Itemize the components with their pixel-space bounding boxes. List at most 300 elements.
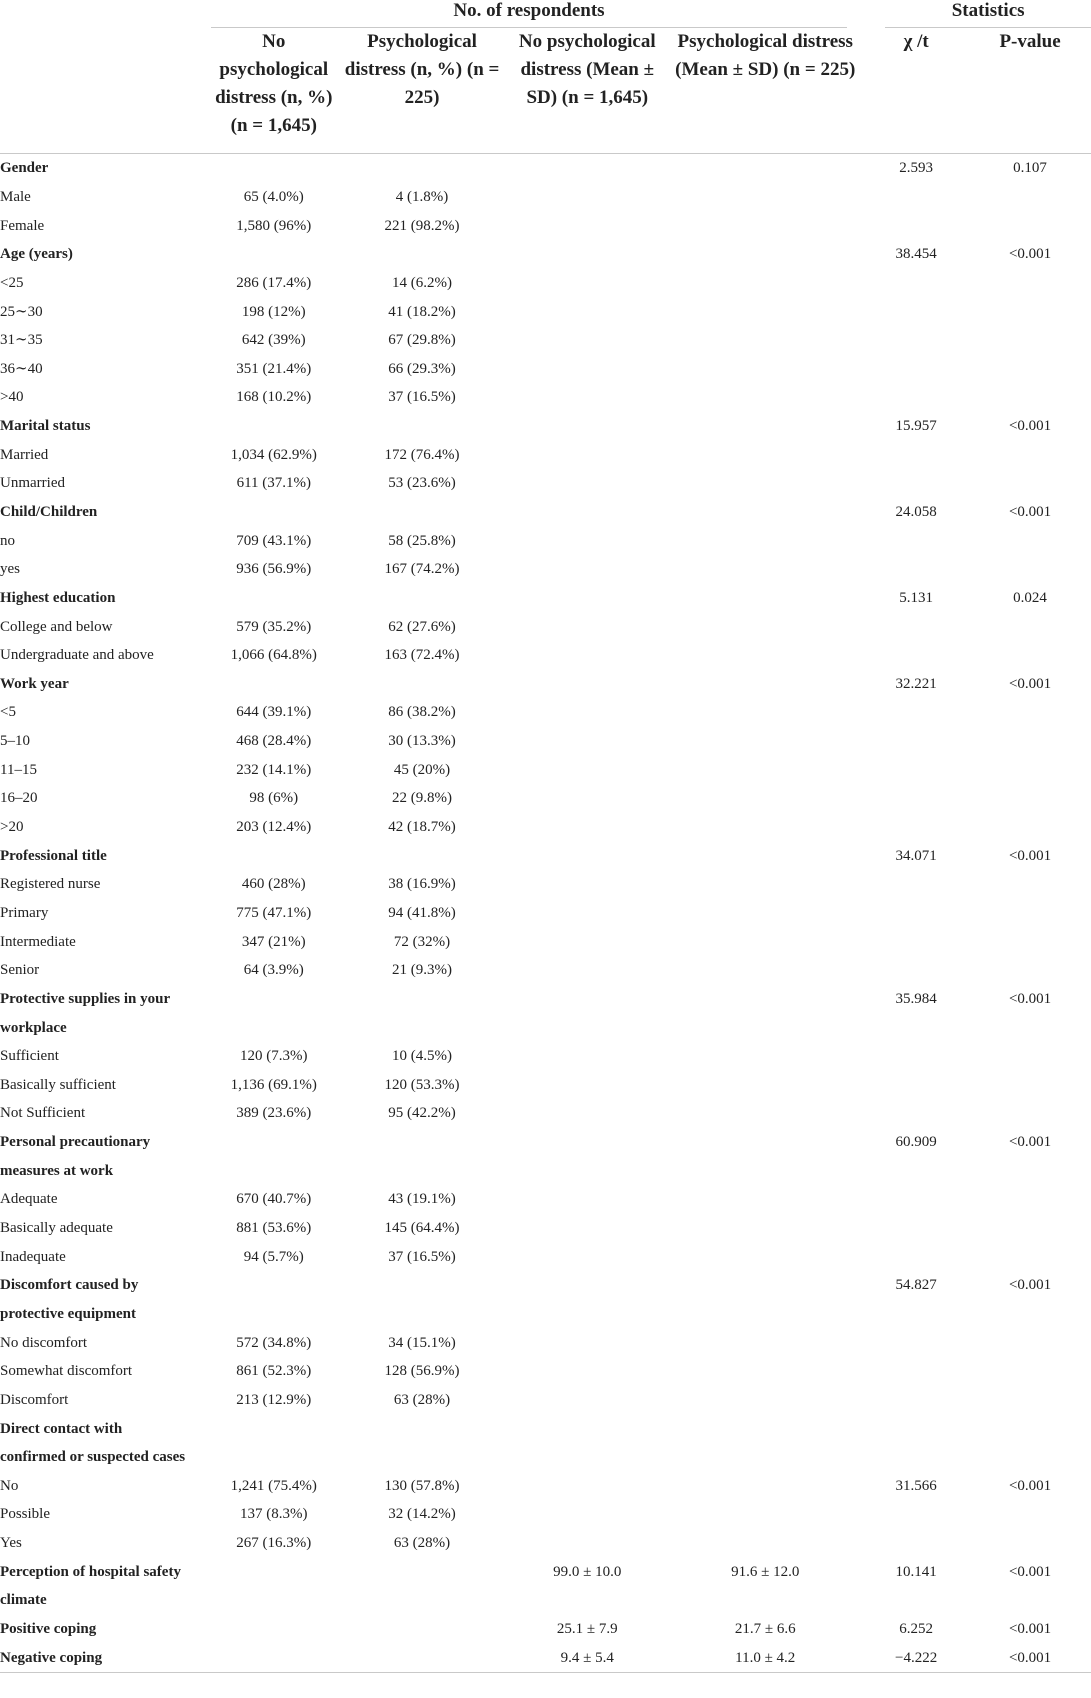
cell-p-value [969, 354, 1091, 383]
cell-no-distress-n: 936 (56.9%) [236, 561, 312, 578]
cell-distress-n: 22 (9.8%) [392, 790, 453, 807]
row-label: Protective supplies in your [0, 990, 171, 1007]
cell-statistic [863, 612, 969, 641]
cell-distress-n: 63 (28%) [393, 1391, 451, 1408]
cell-no-distress-n: 198 (12%) [241, 303, 306, 320]
category-row [0, 584, 1091, 613]
cell-no-distress-mean [507, 383, 667, 412]
table-row [0, 870, 1091, 899]
table-row [0, 1071, 1091, 1100]
cell-distress-mean [667, 1185, 863, 1214]
cell-p-value [969, 1042, 1091, 1071]
cell-distress-n: 37 (16.5%) [388, 1248, 456, 1265]
cell-no-distress-mean [507, 297, 667, 326]
cell-statistic: −4.222 [863, 1643, 969, 1672]
cell-distress-mean [667, 956, 863, 985]
cell-no-distress-n [211, 1271, 337, 1300]
table-row [0, 1042, 1091, 1071]
cell-p-value [969, 899, 1091, 928]
cell-no-distress-n: 203 (12.4%) [236, 819, 312, 836]
row-label: No [0, 1477, 19, 1494]
cell-distress-mean [667, 354, 863, 383]
row-label: 11–15 [0, 761, 37, 778]
cell-distress-mean [667, 899, 863, 928]
row-label: >40 [0, 389, 24, 406]
cell-distress-mean [667, 440, 863, 469]
cell-distress-n [337, 841, 508, 870]
cell-statistic: 34.071 [895, 847, 937, 864]
cell-no-distress-mean [507, 584, 667, 613]
category-row [0, 670, 1091, 699]
cell-p-value [969, 526, 1091, 555]
cell-no-distress-n: 64 (3.9%) [243, 962, 304, 979]
cell-statistic [863, 755, 969, 784]
cell-distress-mean [667, 698, 863, 727]
cell-p-value [969, 927, 1091, 956]
cell-p-value [969, 1156, 1091, 1185]
table-row [0, 326, 1091, 355]
cell-p-value: <0.001 [1008, 675, 1052, 692]
table-row [0, 899, 1091, 928]
cell-distress-n: 53 (23.6%) [388, 475, 456, 492]
cell-distress-mean [667, 555, 863, 584]
table-row [0, 1185, 1091, 1214]
cell-p-value [969, 211, 1091, 240]
cell-no-distress-mean [507, 698, 667, 727]
cell-no-distress-n [211, 412, 337, 441]
group-header-row [0, 0, 1091, 28]
cell-statistic [863, 1013, 969, 1042]
cell-p-value: <0.001 [1008, 847, 1052, 864]
cell-distress-mean [667, 1214, 863, 1243]
category-row [0, 985, 1091, 1014]
cell-p-value: <0.001 [1008, 418, 1052, 435]
cell-no-distress-mean [507, 1128, 667, 1157]
cell-distress-n: 94 (41.8%) [388, 904, 456, 921]
cell-no-distress-mean [507, 1386, 667, 1415]
cell-no-distress-mean [507, 1156, 667, 1185]
cell-distress-mean [667, 154, 863, 183]
cell-no-distress-n: 709 (43.1%) [236, 532, 312, 549]
cell-no-distress-n [211, 1586, 337, 1615]
row-label: Primary [0, 904, 49, 921]
row-label: Intermediate [0, 933, 76, 950]
cell-no-distress-n [211, 1300, 337, 1329]
table-row [0, 1357, 1091, 1386]
cell-statistic [863, 1357, 969, 1386]
cell-distress-n: 72 (32%) [393, 933, 451, 950]
row-label: Sufficient [0, 1048, 59, 1065]
cell-no-distress-mean [507, 1328, 667, 1357]
cell-no-distress-mean [507, 412, 667, 441]
cell-statistic [863, 956, 969, 985]
cell-no-distress-mean: 99.0 ± 10.0 [553, 1563, 622, 1580]
cell-p-value [969, 698, 1091, 727]
cell-statistic [863, 297, 969, 326]
cell-no-distress-mean [507, 1443, 667, 1472]
table-row [0, 1471, 1091, 1500]
cell-distress-mean: 11.0 ± 4.2 [667, 1643, 863, 1672]
cell-distress-mean [667, 412, 863, 441]
table-row [0, 297, 1091, 326]
column-header-label [0, 28, 211, 154]
cell-no-distress-n [211, 1443, 337, 1472]
cell-no-distress-n: 1,066 (64.8%) [230, 647, 317, 664]
cell-no-distress-mean [507, 1271, 667, 1300]
cell-no-distress-n [211, 1013, 337, 1042]
cell-distress-n: 167 (74.2%) [384, 561, 460, 578]
cell-no-distress-mean [507, 1414, 667, 1443]
cell-no-distress-mean [507, 555, 667, 584]
table-row [0, 641, 1091, 670]
cell-distress-n [337, 1128, 508, 1157]
cell-no-distress-n [211, 1615, 337, 1644]
cell-p-value [969, 1328, 1091, 1357]
cell-p-value [969, 1099, 1091, 1128]
cell-distress-n [337, 1271, 508, 1300]
cell-no-distress-mean [507, 727, 667, 756]
category-row [0, 1156, 1091, 1185]
cell-no-distress-n: 1,034 (62.9%) [230, 446, 317, 463]
cell-no-distress-n: 460 (28%) [241, 876, 306, 893]
cell-statistic [863, 784, 969, 813]
cell-p-value [969, 269, 1091, 298]
cell-distress-mean [667, 1586, 863, 1615]
cell-p-value [969, 641, 1091, 670]
row-label: Positive coping [0, 1620, 97, 1637]
cell-p-value: <0.001 [1008, 1134, 1052, 1151]
cell-distress-mean: 91.6 ± 12.0 [731, 1563, 800, 1580]
cell-no-distress-n: 1,580 (96%) [236, 217, 312, 234]
cell-distress-n [337, 154, 508, 183]
cell-no-distress-n: 286 (17.4%) [236, 274, 312, 291]
cell-statistic [863, 1185, 969, 1214]
cell-no-distress-n [211, 985, 337, 1014]
cell-no-distress-mean [507, 154, 667, 183]
table-row [0, 927, 1091, 956]
cell-statistic [863, 1586, 969, 1615]
cell-p-value [969, 469, 1091, 498]
cell-p-value [969, 297, 1091, 326]
column-header-no-distress-n: No psychological distress (n, %) (n = 1,645) [211, 28, 337, 154]
cell-no-distress-n [211, 1156, 337, 1185]
cell-statistic: 54.827 [895, 1277, 937, 1294]
cell-no-distress-n: 775 (47.1%) [236, 904, 312, 921]
cell-no-distress-n [211, 154, 337, 183]
row-label: <5 [0, 704, 16, 721]
cell-no-distress-mean [507, 354, 667, 383]
table-row [0, 354, 1091, 383]
cell-p-value [969, 755, 1091, 784]
cell-statistic: 5.131 [899, 589, 934, 606]
cell-p-value [969, 956, 1091, 985]
cell-statistic [863, 899, 969, 928]
cell-statistic: 2.593 [899, 160, 934, 177]
cell-statistic [863, 326, 969, 355]
cell-no-distress-mean [507, 240, 667, 269]
table-row [0, 1328, 1091, 1357]
cell-distress-mean [667, 1128, 863, 1157]
cell-no-distress-n: 168 (10.2%) [236, 389, 312, 406]
row-label: 36∼40 [0, 360, 43, 377]
cell-no-distress-mean [507, 641, 667, 670]
column-header-row [0, 28, 1091, 154]
cell-distress-n: 10 (4.5%) [392, 1048, 453, 1065]
cell-distress-n: 95 (42.2%) [388, 1105, 456, 1122]
cell-statistic [863, 1214, 969, 1243]
cell-distress-n [337, 1414, 508, 1443]
category-row [0, 1615, 1091, 1644]
cell-distress-mean: 21.7 ± 6.6 [734, 1620, 796, 1637]
row-label: Age (years) [0, 246, 73, 263]
cell-statistic [863, 183, 969, 212]
row-label: no [0, 532, 15, 549]
cell-no-distress-n: 65 (4.0%) [243, 188, 304, 205]
category-row [0, 1128, 1091, 1157]
row-label: 16–20 [0, 790, 38, 807]
table-row [0, 727, 1091, 756]
cell-statistic [863, 927, 969, 956]
cell-distress-n [337, 670, 508, 699]
cell-statistic [863, 1500, 969, 1529]
cell-distress-n: 4 (1.8%) [395, 188, 449, 205]
cell-distress-mean [667, 1271, 863, 1300]
cell-distress-n [337, 1586, 508, 1615]
cell-no-distress-n: 644 (39.1%) [236, 704, 312, 721]
cell-no-distress-n: 94 (5.7%) [243, 1248, 304, 1265]
cell-no-distress-mean [507, 1357, 667, 1386]
cell-no-distress-n: 213 (12.9%) [236, 1391, 312, 1408]
cell-distress-n [337, 1615, 508, 1644]
cell-distress-mean [667, 841, 863, 870]
table-row [0, 813, 1091, 842]
cell-statistic [863, 269, 969, 298]
cell-distress-n: 43 (19.1%) [388, 1191, 456, 1208]
cell-p-value [969, 383, 1091, 412]
row-label: yes [0, 561, 20, 578]
cell-no-distress-mean [507, 183, 667, 212]
row-label: Highest education [0, 589, 116, 606]
cell-p-value [969, 1443, 1091, 1472]
column-header-distress-mean: Psychological distress (Mean ± SD) (n = 225) [667, 28, 863, 154]
cell-distress-n: 63 (28%) [393, 1535, 451, 1552]
group-header-respondents-label: No. of respondents [211, 0, 847, 28]
cell-p-value [969, 1586, 1091, 1615]
group-header-statistics-label: Statistics [885, 0, 1091, 28]
cell-distress-mean [667, 498, 863, 527]
cell-no-distress-mean [507, 1242, 667, 1271]
table-row [0, 612, 1091, 641]
cell-statistic [863, 641, 969, 670]
cell-p-value [969, 612, 1091, 641]
cell-no-distress-n: 351 (21.4%) [236, 360, 312, 377]
row-label: >20 [0, 819, 24, 836]
cell-no-distress-mean [507, 1500, 667, 1529]
cell-statistic [863, 1300, 969, 1329]
row-label: Professional title [0, 847, 107, 864]
cell-distress-n: 42 (18.7%) [388, 819, 456, 836]
cell-distress-mean [667, 755, 863, 784]
cell-statistic: 15.957 [895, 418, 937, 435]
cell-distress-n [337, 240, 508, 269]
column-header-no-distress-mean: No psychological distress (Mean ± SD) (n = 1,645) [507, 28, 667, 154]
cell-distress-n: 34 (15.1%) [388, 1334, 456, 1351]
table-row [0, 555, 1091, 584]
cell-no-distress-mean [507, 927, 667, 956]
cell-p-value [969, 1300, 1091, 1329]
table-row [0, 1500, 1091, 1529]
row-label: Direct contact with [0, 1420, 123, 1437]
row-label: confirmed or suspected cases [0, 1449, 186, 1466]
row-label: Male [0, 188, 31, 205]
cell-no-distress-mean [507, 269, 667, 298]
cell-distress-n [337, 1643, 508, 1672]
cell-p-value [969, 727, 1091, 756]
cell-p-value [969, 1529, 1091, 1558]
cell-p-value [969, 440, 1091, 469]
cell-no-distress-n: 611 (37.1%) [236, 475, 311, 492]
cell-no-distress-n [211, 1557, 337, 1586]
category-row [0, 841, 1091, 870]
cell-statistic [863, 1242, 969, 1271]
cell-distress-mean [667, 1357, 863, 1386]
cell-no-distress-mean [507, 498, 667, 527]
row-label: Female [0, 217, 45, 234]
cell-no-distress-mean [507, 755, 667, 784]
cell-p-value: <0.001 [1008, 1563, 1052, 1580]
cell-distress-n: 120 (53.3%) [384, 1076, 460, 1093]
cell-statistic [863, 526, 969, 555]
cell-p-value [969, 1357, 1091, 1386]
cell-no-distress-n: 579 (35.2%) [236, 618, 312, 635]
cell-distress-n [337, 985, 508, 1014]
row-label: Somewhat discomfort [0, 1363, 133, 1380]
row-label: Perception of hospital safety [0, 1563, 181, 1580]
category-row [0, 1643, 1091, 1672]
cell-statistic [863, 698, 969, 727]
cell-distress-mean [667, 1156, 863, 1185]
cell-distress-mean [667, 269, 863, 298]
cell-p-value [969, 326, 1091, 355]
cell-p-value [969, 1414, 1091, 1443]
cell-distress-mean [667, 1471, 863, 1500]
cell-distress-mean [667, 297, 863, 326]
cell-distress-mean [667, 240, 863, 269]
table-row [0, 269, 1091, 298]
cell-no-distress-n [211, 584, 337, 613]
cell-distress-n [337, 498, 508, 527]
cell-distress-mean [667, 1300, 863, 1329]
cell-distress-n: 66 (29.3%) [388, 360, 456, 377]
cell-distress-mean [667, 1529, 863, 1558]
cell-no-distress-mean [507, 612, 667, 641]
cell-distress-mean [667, 211, 863, 240]
cell-p-value [969, 1185, 1091, 1214]
cell-distress-mean [667, 326, 863, 355]
cell-p-value: 0.107 [1013, 160, 1047, 177]
cell-statistic: 10.141 [895, 1563, 937, 1580]
category-row [0, 1271, 1091, 1300]
cell-no-distress-mean [507, 813, 667, 842]
row-label: Registered nurse [0, 876, 101, 893]
cell-p-value: <0.001 [1008, 504, 1052, 520]
cell-distress-mean [667, 1386, 863, 1415]
cell-distress-mean [667, 641, 863, 670]
table-row [0, 1214, 1091, 1243]
cell-distress-mean [667, 813, 863, 842]
cell-distress-n: 221 (98.2%) [384, 217, 460, 234]
table-row [0, 755, 1091, 784]
cell-no-distress-mean [507, 1099, 667, 1128]
cell-p-value: <0.001 [1008, 1477, 1052, 1494]
cell-distress-mean [667, 670, 863, 699]
cell-p-value [969, 1214, 1091, 1243]
row-label: Work year [0, 675, 69, 692]
cell-no-distress-mean [507, 956, 667, 985]
cell-no-distress-n: 267 (16.3%) [236, 1535, 312, 1552]
column-header-p-value: P-value [969, 28, 1091, 154]
cell-distress-mean [667, 1071, 863, 1100]
row-label: Basically sufficient [0, 1076, 116, 1093]
cell-distress-n [337, 1013, 508, 1042]
table-row [0, 183, 1091, 212]
cell-no-distress-n: 232 (14.1%) [236, 761, 312, 778]
cell-p-value [969, 870, 1091, 899]
row-label: <25 [0, 274, 24, 291]
cell-p-value: <0.001 [1008, 1620, 1052, 1637]
cell-no-distress-n [211, 670, 337, 699]
cell-no-distress-mean [507, 1471, 667, 1500]
cell-no-distress-mean [507, 1529, 667, 1558]
row-label: Personal precautionary [0, 1134, 151, 1151]
cell-no-distress-n [211, 1643, 337, 1672]
row-label: Unmarried [0, 475, 65, 492]
cell-no-distress-mean [507, 1013, 667, 1042]
cell-distress-mean [667, 183, 863, 212]
cell-no-distress-mean [507, 1300, 667, 1329]
cell-p-value [969, 183, 1091, 212]
cell-no-distress-mean [507, 670, 667, 699]
cell-distress-mean [667, 469, 863, 498]
table-row [0, 526, 1091, 555]
cell-distress-mean [667, 1242, 863, 1271]
cell-no-distress-n: 120 (7.3%) [240, 1048, 308, 1065]
row-label: Undergraduate and above [0, 647, 154, 664]
cell-distress-n [337, 584, 508, 613]
cell-no-distress-n: 572 (34.8%) [236, 1334, 312, 1351]
category-row [0, 240, 1091, 269]
category-row [0, 154, 1091, 183]
row-label: Not Sufficient [0, 1105, 86, 1122]
cell-no-distress-mean: 9.4 ± 5.4 [507, 1643, 667, 1672]
cell-distress-n: 14 (6.2%) [392, 274, 453, 291]
cell-no-distress-mean [507, 784, 667, 813]
row-label: 5–10 [0, 733, 30, 750]
cell-statistic: 6.252 [899, 1620, 934, 1637]
cell-distress-mean [667, 584, 863, 613]
cell-distress-mean [667, 784, 863, 813]
cell-p-value: <0.001 [1008, 246, 1052, 263]
cell-no-distress-mean [507, 1185, 667, 1214]
cell-p-value [969, 813, 1091, 842]
cell-no-distress-mean [507, 526, 667, 555]
cell-no-distress-mean [507, 211, 667, 240]
cell-distress-n: 58 (25.8%) [388, 532, 456, 549]
cell-p-value [969, 1386, 1091, 1415]
cell-no-distress-n [211, 841, 337, 870]
cell-distress-n: 172 (76.4%) [384, 446, 460, 463]
cell-distress-mean [667, 727, 863, 756]
